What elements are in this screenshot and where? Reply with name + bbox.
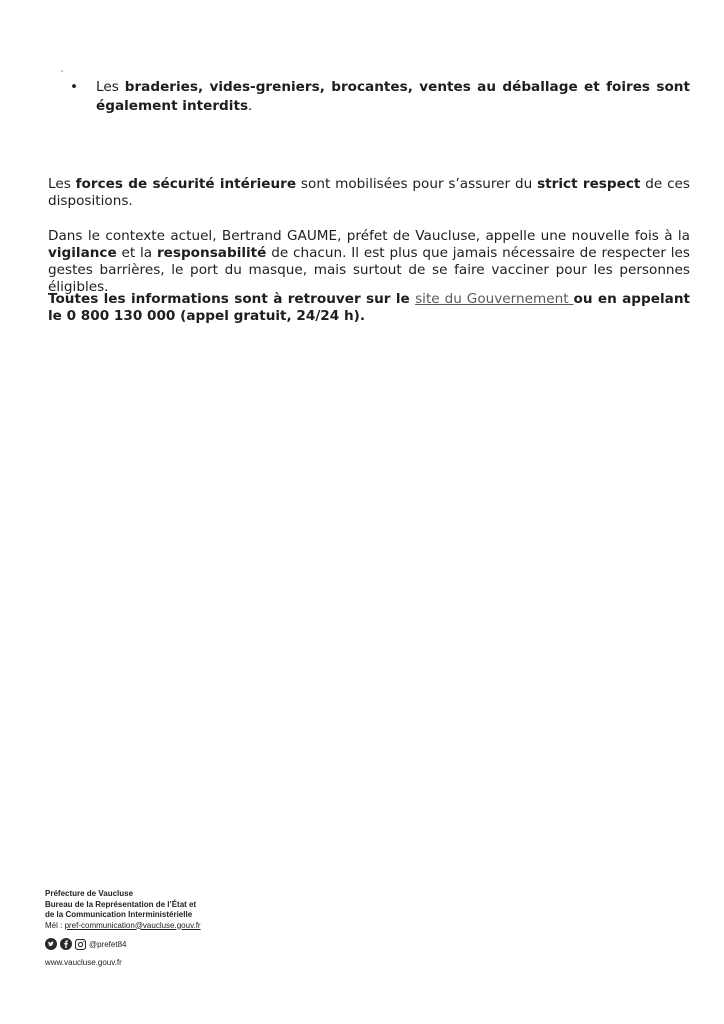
social-handle: @prefet84 <box>89 939 127 949</box>
government-site-link[interactable]: site du Gouvernement <box>415 291 574 307</box>
social-links <box>45 938 126 950</box>
footer-line-prefecture: Préfecture de Vaucluse <box>45 889 134 898</box>
paragraph-information: Toutes les informations sont à retrouver sur le site du Gouvernement ou en appelant le 0 800 130 000 (appel gratuit, 24/24 h). <box>48 291 690 324</box>
footer-mail-link[interactable]: pref-communication@vaucluse.gouv.fr <box>64 920 201 930</box>
facebook-icon[interactable] <box>60 938 72 950</box>
paragraph-security-forces: Les forces de sécurité intérieure sont mobilisées pour s’assurer du strict respect de ces dispositions. <box>48 176 691 209</box>
bullet-marker: • <box>70 79 79 95</box>
footer-line-communication: de la Communication Interministérielle <box>45 910 193 919</box>
footer-line-bureau: Bureau de la Représentation de l’État et <box>45 899 197 909</box>
twitter-icon[interactable] <box>45 938 57 950</box>
instagram-icon[interactable] <box>75 939 86 950</box>
footer-mail: Mél : pref-communication@vaucluse.gouv.fr <box>45 920 201 930</box>
footer-address <box>45 889 201 931</box>
website-url[interactable]: www.vaucluse.gouv.fr <box>45 958 122 967</box>
scan-speck <box>61 70 63 72</box>
paragraph-prefect-appeal: Dans le contexte actuel, Bertrand GAUME, préfet de Vaucluse, appelle une nouvelle fois à la vigilance et la responsabilité de chacun. Il est plus que jamais nécessaire de respecter les gestes barrières, le port du masque, mais surtout de se faire vacciner pour les personnes éligibles. <box>48 228 690 295</box>
bullet-text: Les braderies, vides-greniers, brocantes, ventes au déballage et foires sont également interdits. <box>96 79 690 114</box>
